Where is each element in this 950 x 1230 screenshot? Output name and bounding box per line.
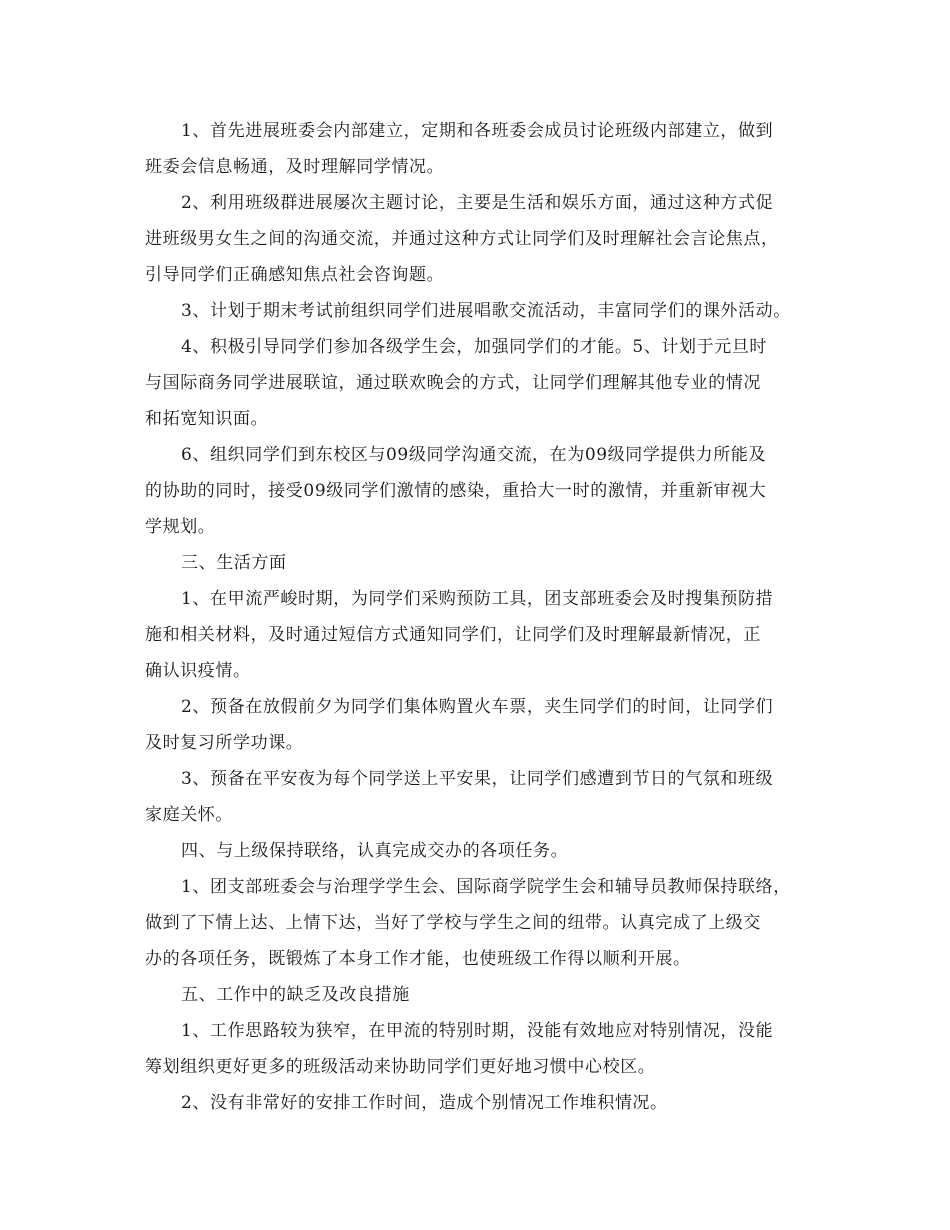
paragraph-line: 学规划。 bbox=[145, 517, 216, 537]
paragraph-line: 1、团支部班委会与治理学学生会、国际商学院学生会和辅导员教师保持联络， bbox=[181, 877, 791, 897]
paragraph-line: 进班级男女生之间的沟通交流，并通过这种方式让同学们及时理解社会言论焦点， bbox=[145, 229, 779, 249]
paragraph-line: 1、在甲流严峻时期，为同学们采购预防工具，团支部班委会及时搜集预防措 bbox=[181, 589, 774, 609]
paragraph-line: 3、计划于期末考试前组织同学们进展唱歌交流活动，丰富同学们的课外活动。 bbox=[181, 301, 791, 321]
paragraph-line: 1、工作思路较为狭窄，在甲流的特别时期，没能有效地应对特别情况，没能 bbox=[181, 1021, 774, 1041]
paragraph-line: 2、预备在放假前夕为同学们集体购置火车票，夹生同学们的时间，让同学们 bbox=[181, 697, 774, 717]
section-heading: 三、生活方面 bbox=[181, 553, 287, 573]
paragraph-line: 2、利用班级群进展屡次主题讨论，主要是生活和娱乐方面，通过这种方式促 bbox=[181, 193, 774, 213]
paragraph-line: 1、首先进展班委会内部建立，定期和各班委会成员讨论班级内部建立，做到 bbox=[181, 121, 774, 141]
paragraph-line: 及时复习所学功课。 bbox=[145, 733, 304, 753]
paragraph-line: 的协助的同时，接受09级同学们激情的感染，重拾大一时的激情，并重新审视大 bbox=[145, 481, 767, 501]
paragraph-line: 引导同学们正确感知焦点社会咨询题。 bbox=[145, 265, 445, 285]
paragraph-line: 筹划组织更好更多的班级活动来协助同学们更好地习惯中心校区。 bbox=[145, 1057, 656, 1077]
paragraph-line: 班委会信息畅通，及时理解同学情况。 bbox=[145, 157, 445, 177]
paragraph-line: 办的各项任务，既锻炼了本身工作才能，也使班级工作得以顺利开展。 bbox=[145, 949, 691, 969]
paragraph-line: 家庭关怀。 bbox=[145, 805, 233, 825]
paragraph-line: 施和相关材料，及时通过短信方式通知同学们，让同学们及时理解最新情况，正 bbox=[145, 625, 761, 645]
section-heading: 五、工作中的缺乏及改良措施 bbox=[181, 985, 410, 1005]
paragraph-line: 与国际商务同学进展联谊，通过联欢晚会的方式，让同学们理解其他专业的情况 bbox=[145, 373, 761, 393]
paragraph-line: 3、预备在平安夜为每个同学送上平安果，让同学们感遭到节日的气氛和班级 bbox=[181, 769, 774, 789]
section-heading: 四、与上级保持联络，认真完成交办的各项任务。 bbox=[181, 841, 569, 861]
paragraph-line: 和拓宽知识面。 bbox=[145, 409, 269, 429]
paragraph-line: 4、积极引导同学们参加各级学生会，加强同学们的才能。5、计划于元旦时 bbox=[181, 337, 768, 357]
paragraph-line: 确认识疫情。 bbox=[145, 661, 251, 681]
paragraph-line: 6、组织同学们到东校区与09级同学沟通交流，在为09级同学提供力所能及 bbox=[181, 445, 767, 465]
paragraph-line: 做到了下情上达、上情下达，当好了学校与学生之间的纽带。认真完成了上级交 bbox=[145, 913, 761, 933]
paragraph-line: 2、没有非常好的安排工作时间，造成个别情况工作堆积情况。 bbox=[181, 1093, 668, 1113]
